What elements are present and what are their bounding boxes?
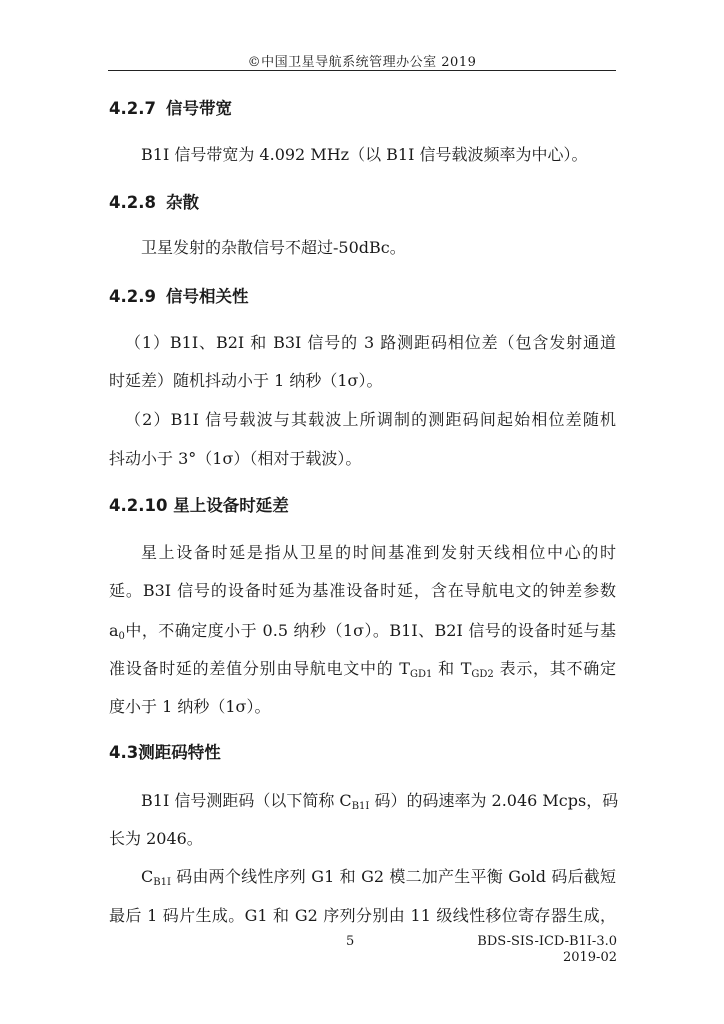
paragraph-line: B1I 信号带宽为 4.092 MHz（以 B1I 信号载波频率为中心）。 xyxy=(141,145,588,164)
section-number: 4.3 xyxy=(109,743,139,762)
document-id-block xyxy=(477,934,617,966)
section-title: 信号相关性 xyxy=(165,287,249,306)
section-heading-4-2-9 xyxy=(109,287,248,307)
section-heading-4-2-10 xyxy=(109,496,289,516)
section-title: 测距码特性 xyxy=(138,743,221,762)
page-number: 5 xyxy=(346,934,355,949)
header-rule xyxy=(108,70,616,71)
section-number: 4.2.8 xyxy=(109,193,156,212)
paragraph-line: （1）B1I、B2I 和 B3I 信号的 3 路测距码相位差（包含发射通道 xyxy=(125,333,616,352)
paragraph-line: 卫星发射的杂散信号不超过-50dBc。 xyxy=(141,238,406,257)
section-title: 杂散 xyxy=(165,193,199,212)
paragraph-line: 时延差）随机抖动小于 1 纳秒（1σ）。 xyxy=(109,371,383,390)
paragraph-line: $a_0$中，不确定度小于 0.5 纳秒（1σ）。B1I、B2I 信号的设备时延与基 xyxy=(109,621,616,642)
paragraph-line: （2）B1I 信号载波与其载波上所调制的测距码间起始相位差随机 xyxy=(125,410,616,429)
section-title: 星上设备时延差 xyxy=(173,496,289,515)
paragraph-line: B1I 信号测距码（以下简称 $C_{B1I}$ 码）的码速率为 2.046 Mcps，码 xyxy=(141,791,619,812)
section-heading-4-3 xyxy=(109,743,221,763)
section-number: 4.2.10 xyxy=(109,496,168,515)
paragraph-line: 延。B3I 信号的设备时延为基准设备时延，含在导航电文的钟差参数 xyxy=(109,581,616,600)
paragraph-line: 抖动小于 3°（1σ）（相对于载波）。 xyxy=(109,449,362,468)
section-number: 4.2.9 xyxy=(109,287,156,306)
paragraph-line: $C_{B1I}$ 码由两个线性序列 G1 和 G2 模二加产生平衡 Gold 码后截短 xyxy=(141,867,616,888)
section-title: 信号带宽 xyxy=(165,99,232,118)
section-number: 4.2.7 xyxy=(109,99,156,118)
page-header: ©中国卫星导航系统管理办公室 2019 xyxy=(247,55,477,70)
section-heading-4-2-8 xyxy=(109,193,199,213)
paragraph-line: 星上设备时延是指从卫星的时间基准到发射天线相位中心的时 xyxy=(141,543,616,562)
document-date: 2019-02 xyxy=(562,950,617,965)
paragraph-line: 准设备时延的差值分别由导航电文中的 $T_{GD1}$ 和 $T_{GD2}$ 表示，其不确定 xyxy=(109,659,616,680)
paragraph-line: 长为 2046。 xyxy=(109,829,203,848)
paragraph-line: 度小于 1 纳秒（1σ）。 xyxy=(109,697,271,716)
paragraph-line: 最后 1 码片生成。G1 和 G2 序列分别由 11 级线性移位寄存器生成， xyxy=(109,906,616,925)
document-id: BDS-SIS-ICD-B1I-3.0 xyxy=(477,934,617,949)
section-heading-4-2-7 xyxy=(109,99,232,119)
